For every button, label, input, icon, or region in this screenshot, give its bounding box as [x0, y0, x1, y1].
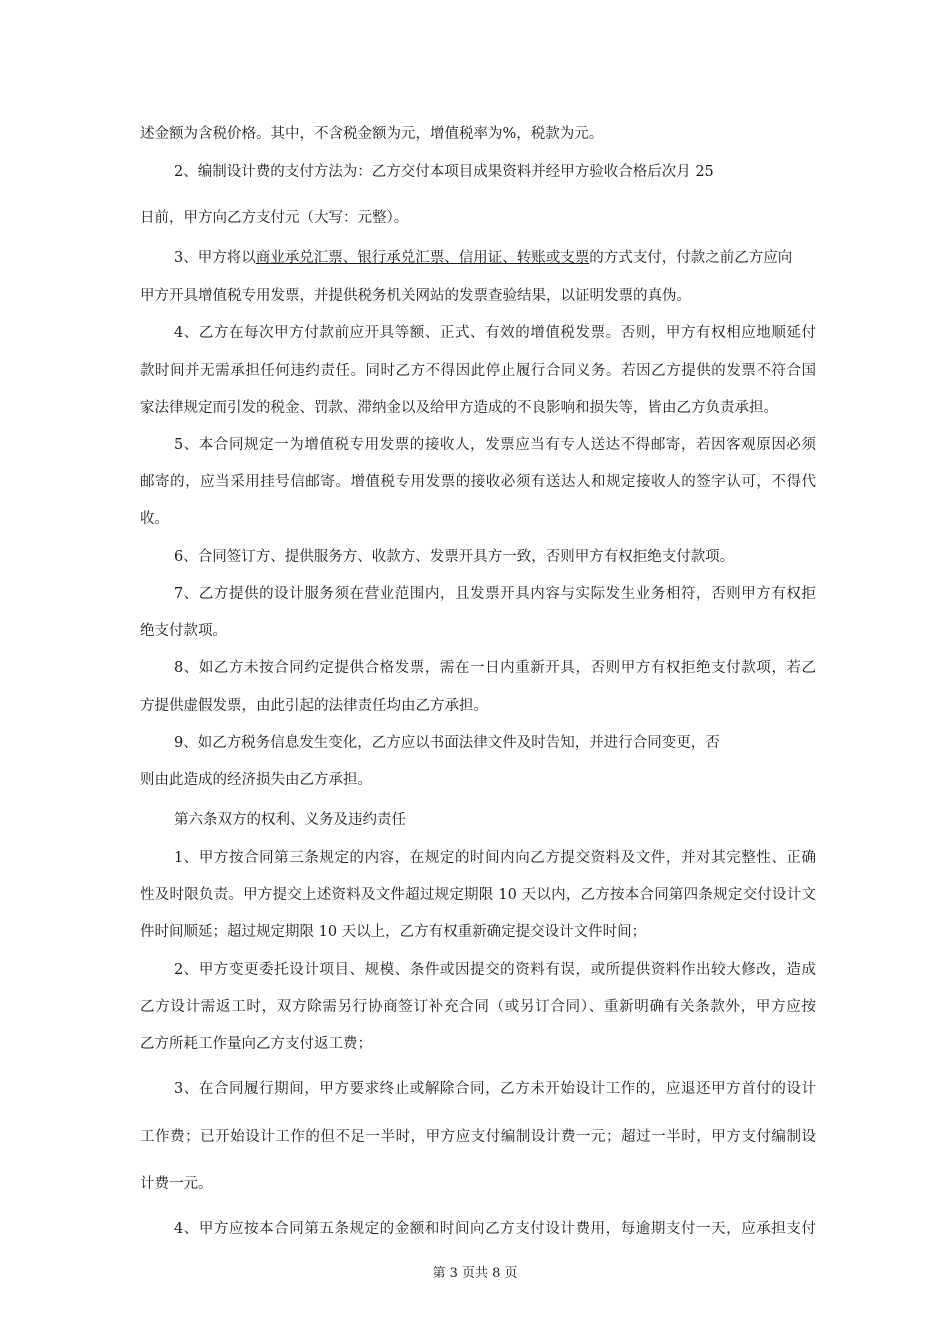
section-heading: 第六条双方的权利、义务及违约责任 [174, 812, 406, 828]
text-line: 甲方开具增值税专用发票，并提供税务机关网站的发票查验结果，以证明发票的真伪。 [140, 288, 691, 304]
text-line: 则由此造成的经济损失由乙方承担。 [140, 772, 372, 788]
text-line: 5、本合同规定一为增值税专用发票的接收人，发票应当有专人送达不得邮寄，若因客观原因必须 [174, 437, 816, 453]
text-line: 4、乙方在每次甲方付款前应开具等额、正式、有效的增值税发票。否则，甲方有权相应地顺延付 [174, 325, 816, 341]
text-line: 7、乙方提供的设计服务须在营业范围内，且发票开具内容与实际发生业务相符，否则甲方有权拒 [174, 586, 816, 602]
text-line: 乙方设计需返工时，双方除需另行协商签订补充合同（或另订合同）、重新明确有关条款外，甲方应按 [140, 999, 816, 1015]
text-span: 3、甲方将以 [174, 250, 256, 266]
payment-method-line [174, 248, 792, 268]
text-line: 6、合同签订方、提供服务方、收款方、发票开具方一致，否则甲方有权拒绝支付款项。 [174, 549, 735, 565]
text-line: 3、在合同履行期间，甲方要求终止或解除合同，乙方未开始设计工作的，应退还甲方首付的设计 [174, 1081, 816, 1097]
text-line: 计费一元。 [140, 1176, 213, 1192]
text-line: 4、甲方应按本合同第五条规定的金额和时间向乙方支付设计费用，每逾期支付一天，应承担支付 [174, 1221, 816, 1237]
text-line: 款时间并无需承担任何违约责任。同时乙方不得因此停止履行合同义务。若因乙方提供的发票不符合国 [140, 363, 816, 379]
text-line: 方提供虚假发票，由此引起的法律责任均由乙方承担。 [140, 698, 488, 714]
text-line: 家法律规定而引发的税金、罚款、滞纳金以及给甲方造成的不良影响和损失等，皆由乙方负责承担。 [140, 400, 778, 416]
text-line: 2、编制设计费的支付方法为：乙方交付本项目成果资料并经甲方验收合格后次月 25 [174, 164, 714, 180]
page-footer: 第 3 页共 8 页 [432, 1266, 518, 1281]
text-line: 述金额为含税价格。其中，不含税金额为元，增值税率为%，税款为元。 [140, 126, 604, 142]
text-line: 收。 [140, 511, 169, 527]
text-line: 1、甲方按合同第三条规定的内容，在规定的时间内向乙方提交资料及文件，并对其完整性、正确 [174, 850, 816, 866]
text-line: 8、如乙方未按合同约定提供合格发票，需在一日内重新开具，否则甲方有权拒绝支付款项，若乙 [174, 660, 816, 676]
text-line: 绝支付款项。 [140, 623, 227, 639]
text-line: 件时间顺延；超过规定期限 10 天以上，乙方有权重新确定提交设计文件时间； [140, 924, 647, 940]
text-line: 性及时限负责。甲方提交上述资料及文件超过规定期限 10 天以内，乙方按本合同第四条规定交付设计文 [140, 887, 816, 903]
text-line: 乙方所耗工作量向乙方支付返工费； [140, 1036, 372, 1052]
underlined-payment-methods: 商业承兑汇票、银行承兑汇票、信用证、转账或支票 [255, 250, 590, 266]
text-line: 2、甲方变更委托设计项目、规模、条件或因提交的资料有误，或所提供资料作出较大修改，造成 [174, 962, 816, 978]
text-line: 邮寄的，应当采用挂号信邮寄。增值税专用发票的接收必须有送达人和规定接收人的签字认可，不得代 [140, 474, 816, 490]
text-line: 工作费；已开始设计工作的但不足一半时，甲方应支付编制设计费一元；超过一半时，甲方支付编制设 [140, 1129, 816, 1145]
text-line: 日前，甲方向乙方支付元（大写：元整）。 [140, 210, 409, 226]
text-span: 的方式支付，付款之前乙方应向 [589, 250, 793, 266]
text-line: 9、如乙方税务信息发生变化，乙方应以书面法律文件及时告知，并进行合同变更，否 [174, 735, 720, 751]
